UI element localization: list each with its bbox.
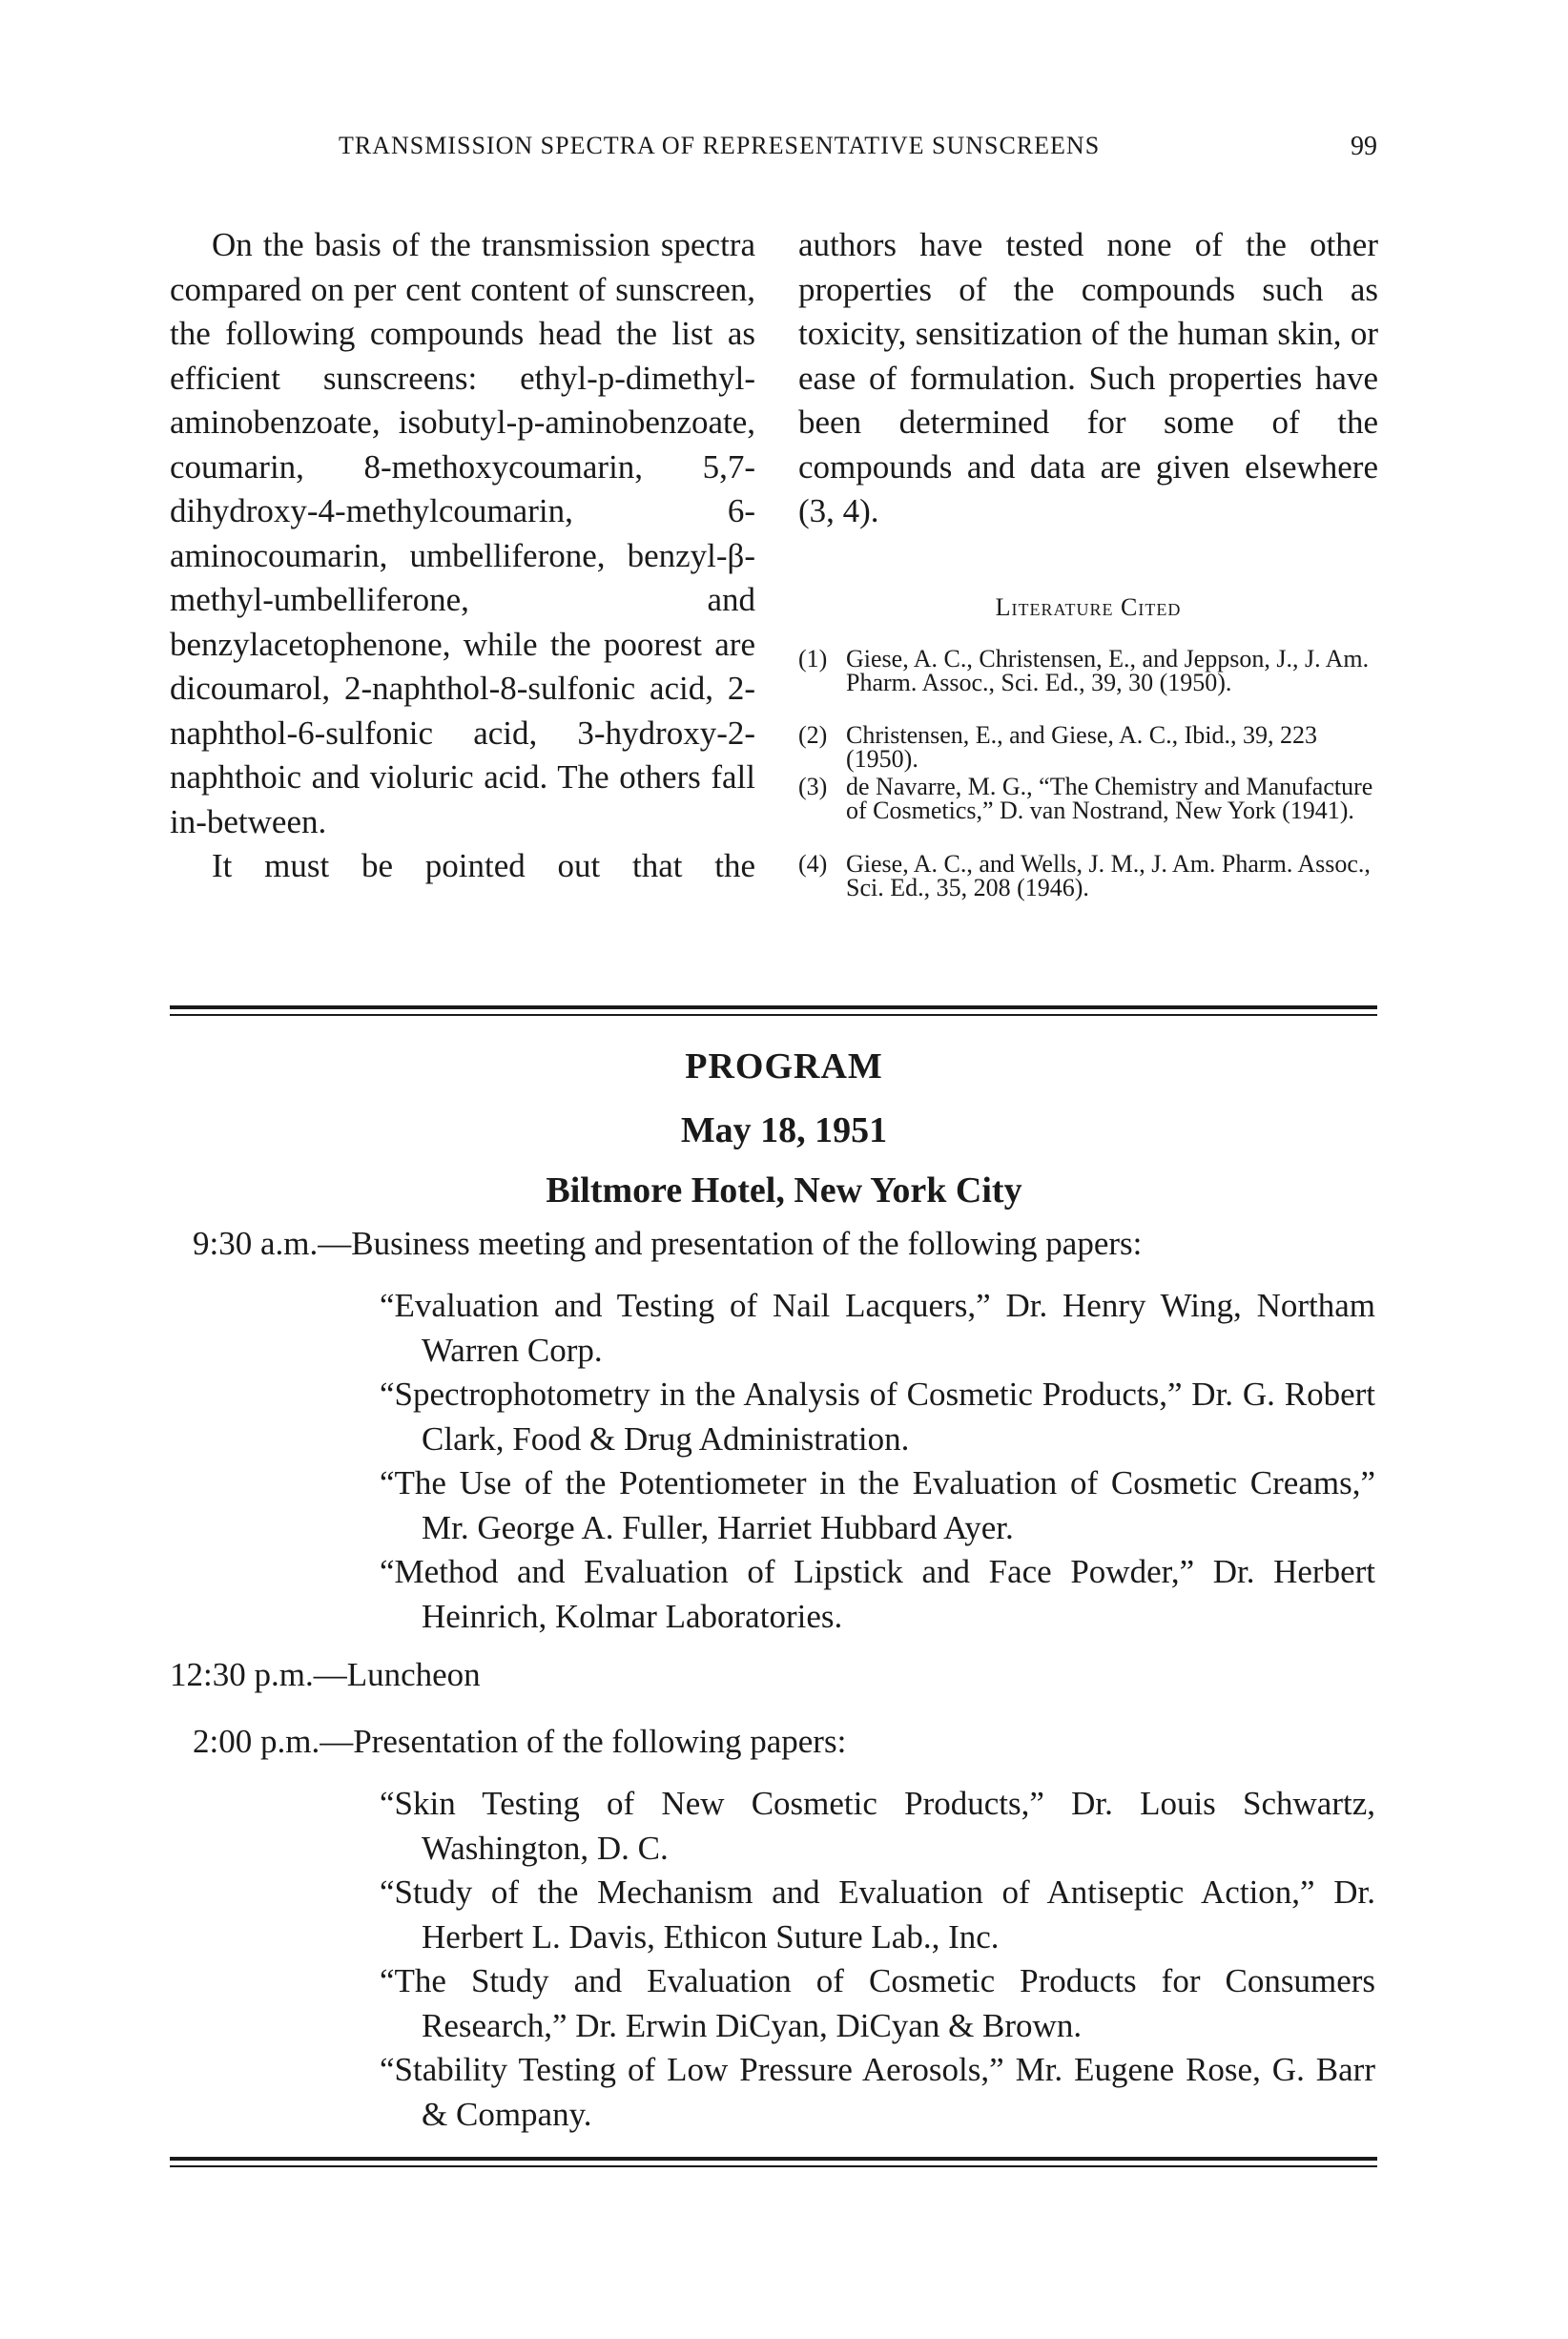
double-rule-bottom [170,2165,1377,2167]
page-number: 99 [1351,132,1377,161]
right-column [798,223,1378,962]
double-rule-top [170,1005,1377,1009]
reference-item [798,849,1378,901]
double-rule-top [170,2157,1377,2161]
program-venue: Biltmore Hotel, New York City [546,1170,1022,1211]
paper-item: “Stability Testing of Low Pressure Aerosols,” Mr. Eugene Rose, G. Barr & Company. [380,2051,1375,2133]
body-paragraph: On the basis of the transmission spectra compared on per cent content of sunscreen, the following compounds head the list as efficient sunscreens: ethyl-p-dimethyl-aminobenzoate, isobutyl-p-aminobenzoate, coumarin, 8-methoxycoumarin, 5,7-dihydroxy-4-methylcoumarin, 6-aminocoumarin, umbelliferone, benzyl-β-methyl-umbelliferone, and benzylacetophenone, while the poorest are dicoumarol, 2-naphthol-8-sulfonic acid, 2-naphthol-6-sulfonic acid, 3-hydroxy-2-naphthoic and violuric acid. The others fall in-between. [170,226,755,840]
reference-number: (3) [798,772,828,800]
program-date: May 18, 1951 [680,1110,888,1150]
paper-item: “Study of the Mechanism and Evaluation of Antiseptic Action,” Dr. Herbert L. Davis, Ethicon Suture Lab., Inc. [380,1873,1375,1956]
reference-number: (1) [798,644,828,673]
paper-item: “Skin Testing of New Cosmetic Products,” Dr. Louis Schwartz, Washington, D. C. [380,1785,1375,1867]
program-title: PROGRAM [685,1046,883,1087]
reference-text: Giese, A. C., and Wells, J. M., J. Am. Pharm. Assoc., Sci. Ed., 35, 208 (1946). [846,849,1371,901]
paper-list [380,1782,1375,2137]
running-head [170,132,1377,170]
paper-item: “Spectrophotometry in the Analysis of Cosmetic Products,” Dr. G. Robert Clark, Food & Drug Administration. [380,1376,1375,1458]
reference-list [798,644,1378,962]
paper-item: “The Study and Evaluation of Cosmetic Products for Consumers Research,” Dr. Erwin DiCyan, DiCyan & Brown. [380,1962,1375,2044]
reference-text: de Navarre, M. G., “The Chemistry and Manufacture of Cosmetics,” D. van Nostrand, New York (1941). [846,772,1373,824]
session-time: 2:00 p.m.—Presentation of the following papers: [193,1723,847,1760]
left-column [170,223,755,889]
reference-text: Giese, A. C., Christensen, E., and Jeppson, J., J. Am. Pharm. Assoc., Sci. Ed., 39, 30 (1950). [846,644,1370,696]
reference-item [798,644,1378,696]
reference-text: Christensen, E., and Giese, A. C., Ibid., 39, 223 (1950). [846,720,1317,773]
body-paragraph: authors have tested none of the other properties of the compounds such as toxicity, sensitization of the human skin, or ease of formulation. Such properties have been determined for some of the compounds and data are given elsewhere (3, 4). [798,226,1378,529]
reference-item [798,772,1378,824]
running-title: TRANSMISSION SPECTRA OF REPRESENTATIVE SUNSCREENS [339,132,1101,159]
reference-item [798,720,1378,773]
reference-number: (4) [798,849,828,878]
session-time: 12:30 p.m.—Luncheon [170,1656,481,1693]
double-rule-bottom [170,1014,1377,1016]
paper-item: “The Use of the Potentiometer in the Evaluation of Cosmetic Creams,” Mr. George A. Fuller, Harriet Hubbard Ayer. [380,1464,1375,1546]
body-paragraph: It must be pointed out that the [212,847,755,884]
paper-list [380,1284,1375,1639]
reference-number: (2) [798,720,828,749]
paper-item: “Method and Evaluation of Lipstick and Face Powder,” Dr. Herbert Heinrich, Kolmar Laboratories. [380,1553,1375,1635]
paper-item: “Evaluation and Testing of Nail Lacquers,” Dr. Henry Wing, Northam Warren Corp. [380,1287,1375,1369]
session-time: 9:30 a.m.—Business meeting and presentation of the following papers: [193,1225,1143,1262]
literature-cited-heading: Literature Cited [995,592,1182,621]
